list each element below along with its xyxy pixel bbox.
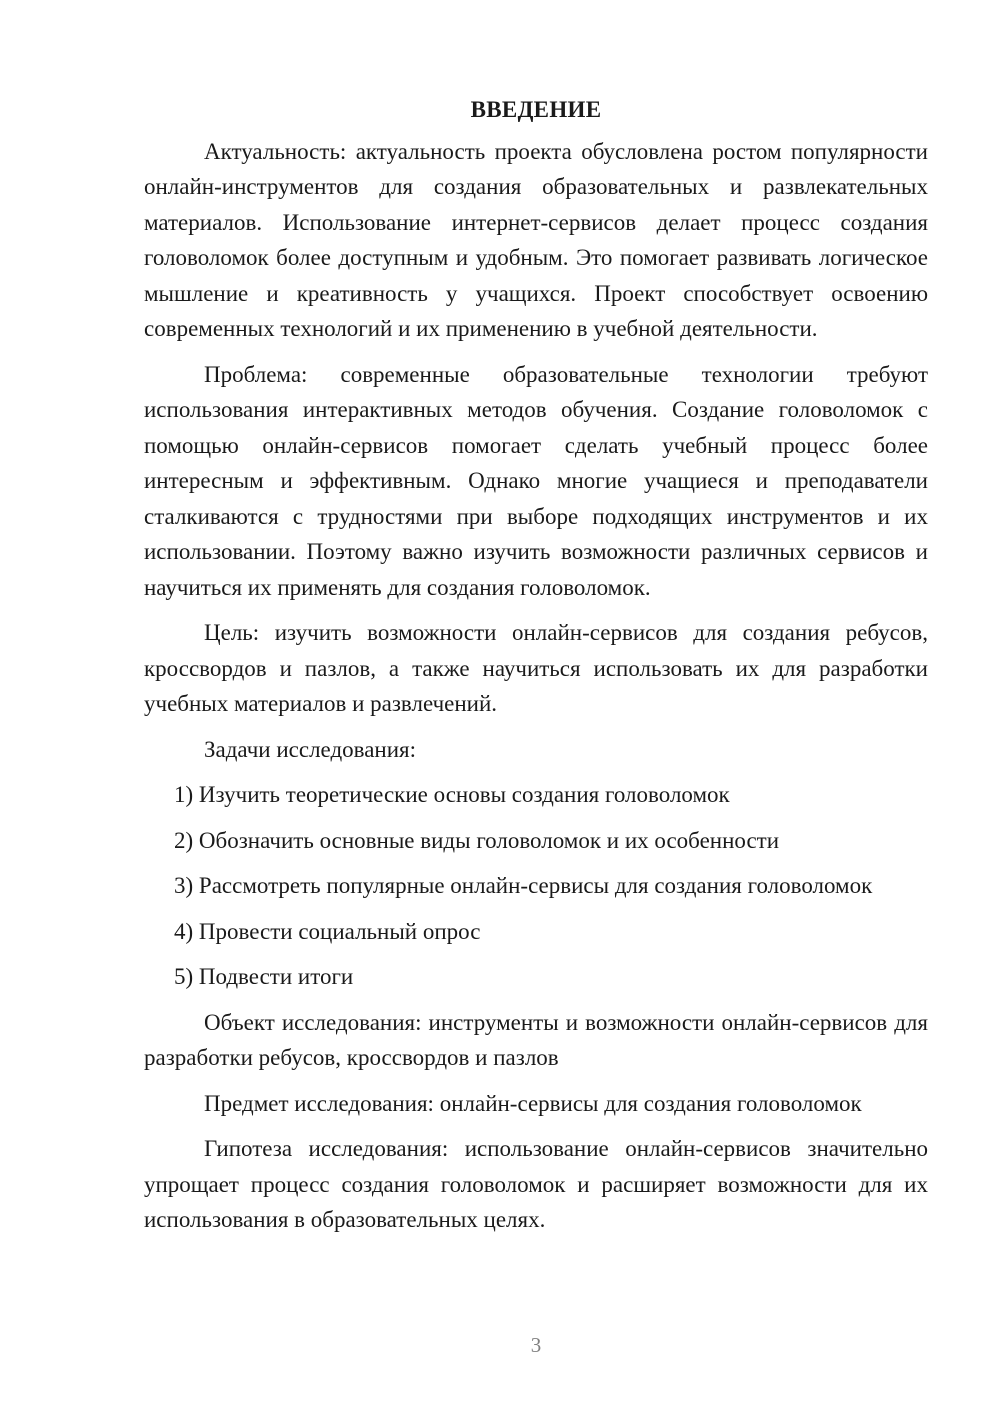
paragraph-object: Объект исследования: инструменты и возможности онлайн-сервисов для разработки ребусов, кроссвордов и пазлов bbox=[144, 1009, 928, 1070]
task-item: 4) Провести социальный опрос bbox=[174, 918, 481, 944]
paragraph-relevance: Актуальность: актуальность проекта обусловлена ростом популярности онлайн-инструментов для создания образовательных и развлекательных материалов. Использование интернет-сервисов делает процесс создания головоломок более доступным и удобным. Это помогает развивать логическое мышление и креативность у учащихся. Проект способствует освоению современных технологий и их применению в учебной деятельности. bbox=[144, 138, 928, 341]
task-item: 5) Подвести итоги bbox=[174, 964, 354, 989]
tasks-heading: Задачи исследования: bbox=[204, 736, 417, 762]
paragraph-hypothesis: Гипотеза исследования: использование онлайн-сервисов значительно упрощает процесс создания головоломок и расширяет возможности для их использования в образовательных целях. bbox=[144, 1136, 928, 1232]
paragraph-goal: Цель: изучить возможности онлайн-сервисов для создания ребусов, кроссвордов и пазлов, а также научиться использовать их для разработки учебных материалов и развлечений. bbox=[144, 620, 928, 716]
task-item: 3) Рассмотреть популярные онлайн-сервисы для создания головоломок bbox=[174, 873, 873, 898]
paragraph-subject: Предмет исследования: онлайн-сервисы для создания головоломок bbox=[204, 1090, 862, 1116]
paragraph-problem: Проблема: современные образовательные технологии требуют использования интерактивных методов обучения. Создание головоломок с помощью онлайн-сервисов помогает сделать учебный процесс более интересным и эффективным. Однако многие учащиеся и преподаватели сталкиваются с трудностями при выборе подходящих инструментов и их использовании. Поэтому важно изучить возможности различных сервисов и научиться их применять для создания головоломок. bbox=[144, 361, 928, 600]
section-title: ВВЕДЕНИЕ bbox=[470, 97, 602, 122]
task-item: 2) Обозначить основные виды головоломок и их особенности bbox=[174, 827, 780, 853]
page-number: 3 bbox=[530, 1333, 542, 1357]
task-item: 1) Изучить теоретические основы создания головоломок bbox=[174, 782, 730, 807]
page-content bbox=[144, 92, 928, 1248]
